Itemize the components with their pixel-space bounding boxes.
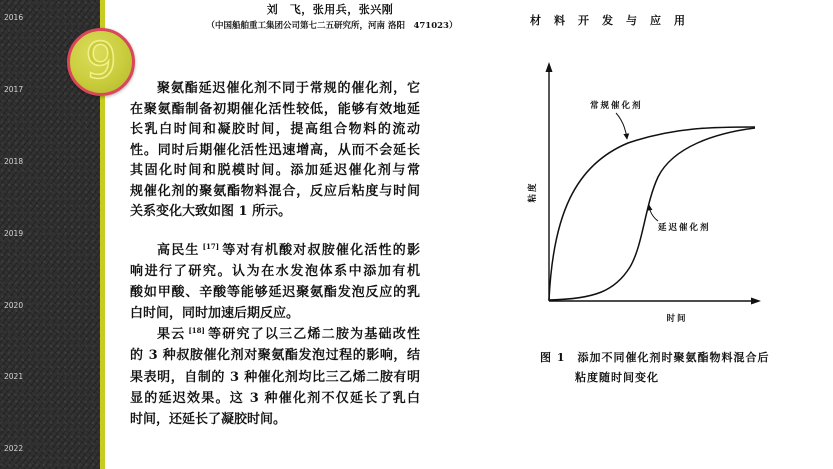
y-axis-arrow [546, 62, 553, 72]
body-line [130, 240, 420, 261]
paper-authors: 刘 飞，张用兵，张兴刚 [266, 3, 394, 16]
body-line: 聚氨酯延迟催化剂不同于常规的催化剂，它 [157, 81, 420, 96]
cited-author: 果云 [157, 327, 186, 343]
y-axis-label: 粘度 [528, 181, 538, 203]
body-line [130, 324, 420, 345]
figure-caption-text: 添加不同催化剂时聚氨酯物料混合后 [577, 351, 770, 364]
figure-number: 图 1 [540, 351, 566, 364]
citation-ref: [18] [188, 326, 205, 336]
body-text: 等研究了以三乙烯二胺为基础改性 [206, 327, 420, 343]
x-axis-label: 时间 [666, 314, 688, 324]
paper-affiliation: （中国船舶重工集团公司第七二五研究所，河南 洛阳 471023） [206, 21, 458, 31]
body-line: 关系变化大致如图 1 所示。 [130, 204, 292, 219]
conventional-label-arrow [616, 113, 627, 139]
figure-caption-line-1 [540, 351, 769, 365]
timeline-year: 2021 [4, 372, 24, 381]
journal-name: 材料开发与应用 [530, 14, 698, 27]
timeline-year: 2022 [4, 444, 24, 453]
timeline-year: 2020 [4, 301, 24, 310]
x-axis-arrow [751, 298, 761, 305]
body-line: 性。同时后期催化活性迅速增高，从而不会延长 [130, 142, 420, 158]
body-line: 长乳白时间和凝胶时间，提高组合物料的流动 [130, 122, 420, 137]
body-line: 在聚氨酯制备初期催化活性较低，能够有效地延 [130, 101, 420, 117]
timeline-year: 2018 [4, 157, 24, 166]
body-line: 响进行了研究。认为在水发泡体系中添加有机 [130, 264, 420, 280]
timeline-year: 2016 [4, 13, 24, 22]
body-line: 规催化剂的聚氨酯物料混合，反应后粘度与时间 [130, 183, 420, 199]
body-paragraphs-2-3 [130, 240, 420, 430]
citation-ref: [17] [202, 242, 220, 251]
timeline-year: 2017 [4, 85, 24, 94]
body-line: 其固化时间和脱模时间。添加延迟催化剂与常 [130, 163, 420, 178]
body-line: 果表明，自制的 3 种催化剂均比三乙烯二胺有明 [130, 369, 420, 385]
figure-caption-line-2: 粘度随时间变化 [575, 371, 659, 384]
section-number-badge [67, 28, 135, 96]
body-paragraph-1 [130, 79, 420, 223]
timeline-year: 2019 [4, 229, 24, 238]
viscosity-time-figure [515, 55, 770, 330]
body-line: 时间，还延长了凝胶时间。 [130, 411, 287, 427]
conventional-catalyst-label: 常规催化剂 [590, 101, 643, 111]
body-line: 白时间，同时加速后期反应。 [130, 306, 300, 322]
body-line: 显的延迟效果。这 3 种催化剂不仅延长了乳白 [130, 390, 420, 406]
delayed-catalyst-label: 延迟催化剂 [658, 223, 711, 233]
body-line: 酸如甲酸、辛酸等能够延迟聚氨酯发泡反应的乳 [130, 285, 420, 301]
cited-author: 高民生 [157, 243, 200, 258]
delayed-label-arrow [649, 205, 658, 221]
section-number: 9 [85, 32, 117, 90]
body-line: 的 3 种叔胺催化剂对聚氨酯发泡过程的影响，结 [130, 348, 420, 364]
body-text: 等对有机酸对叔胺催化活性的影 [221, 243, 420, 258]
